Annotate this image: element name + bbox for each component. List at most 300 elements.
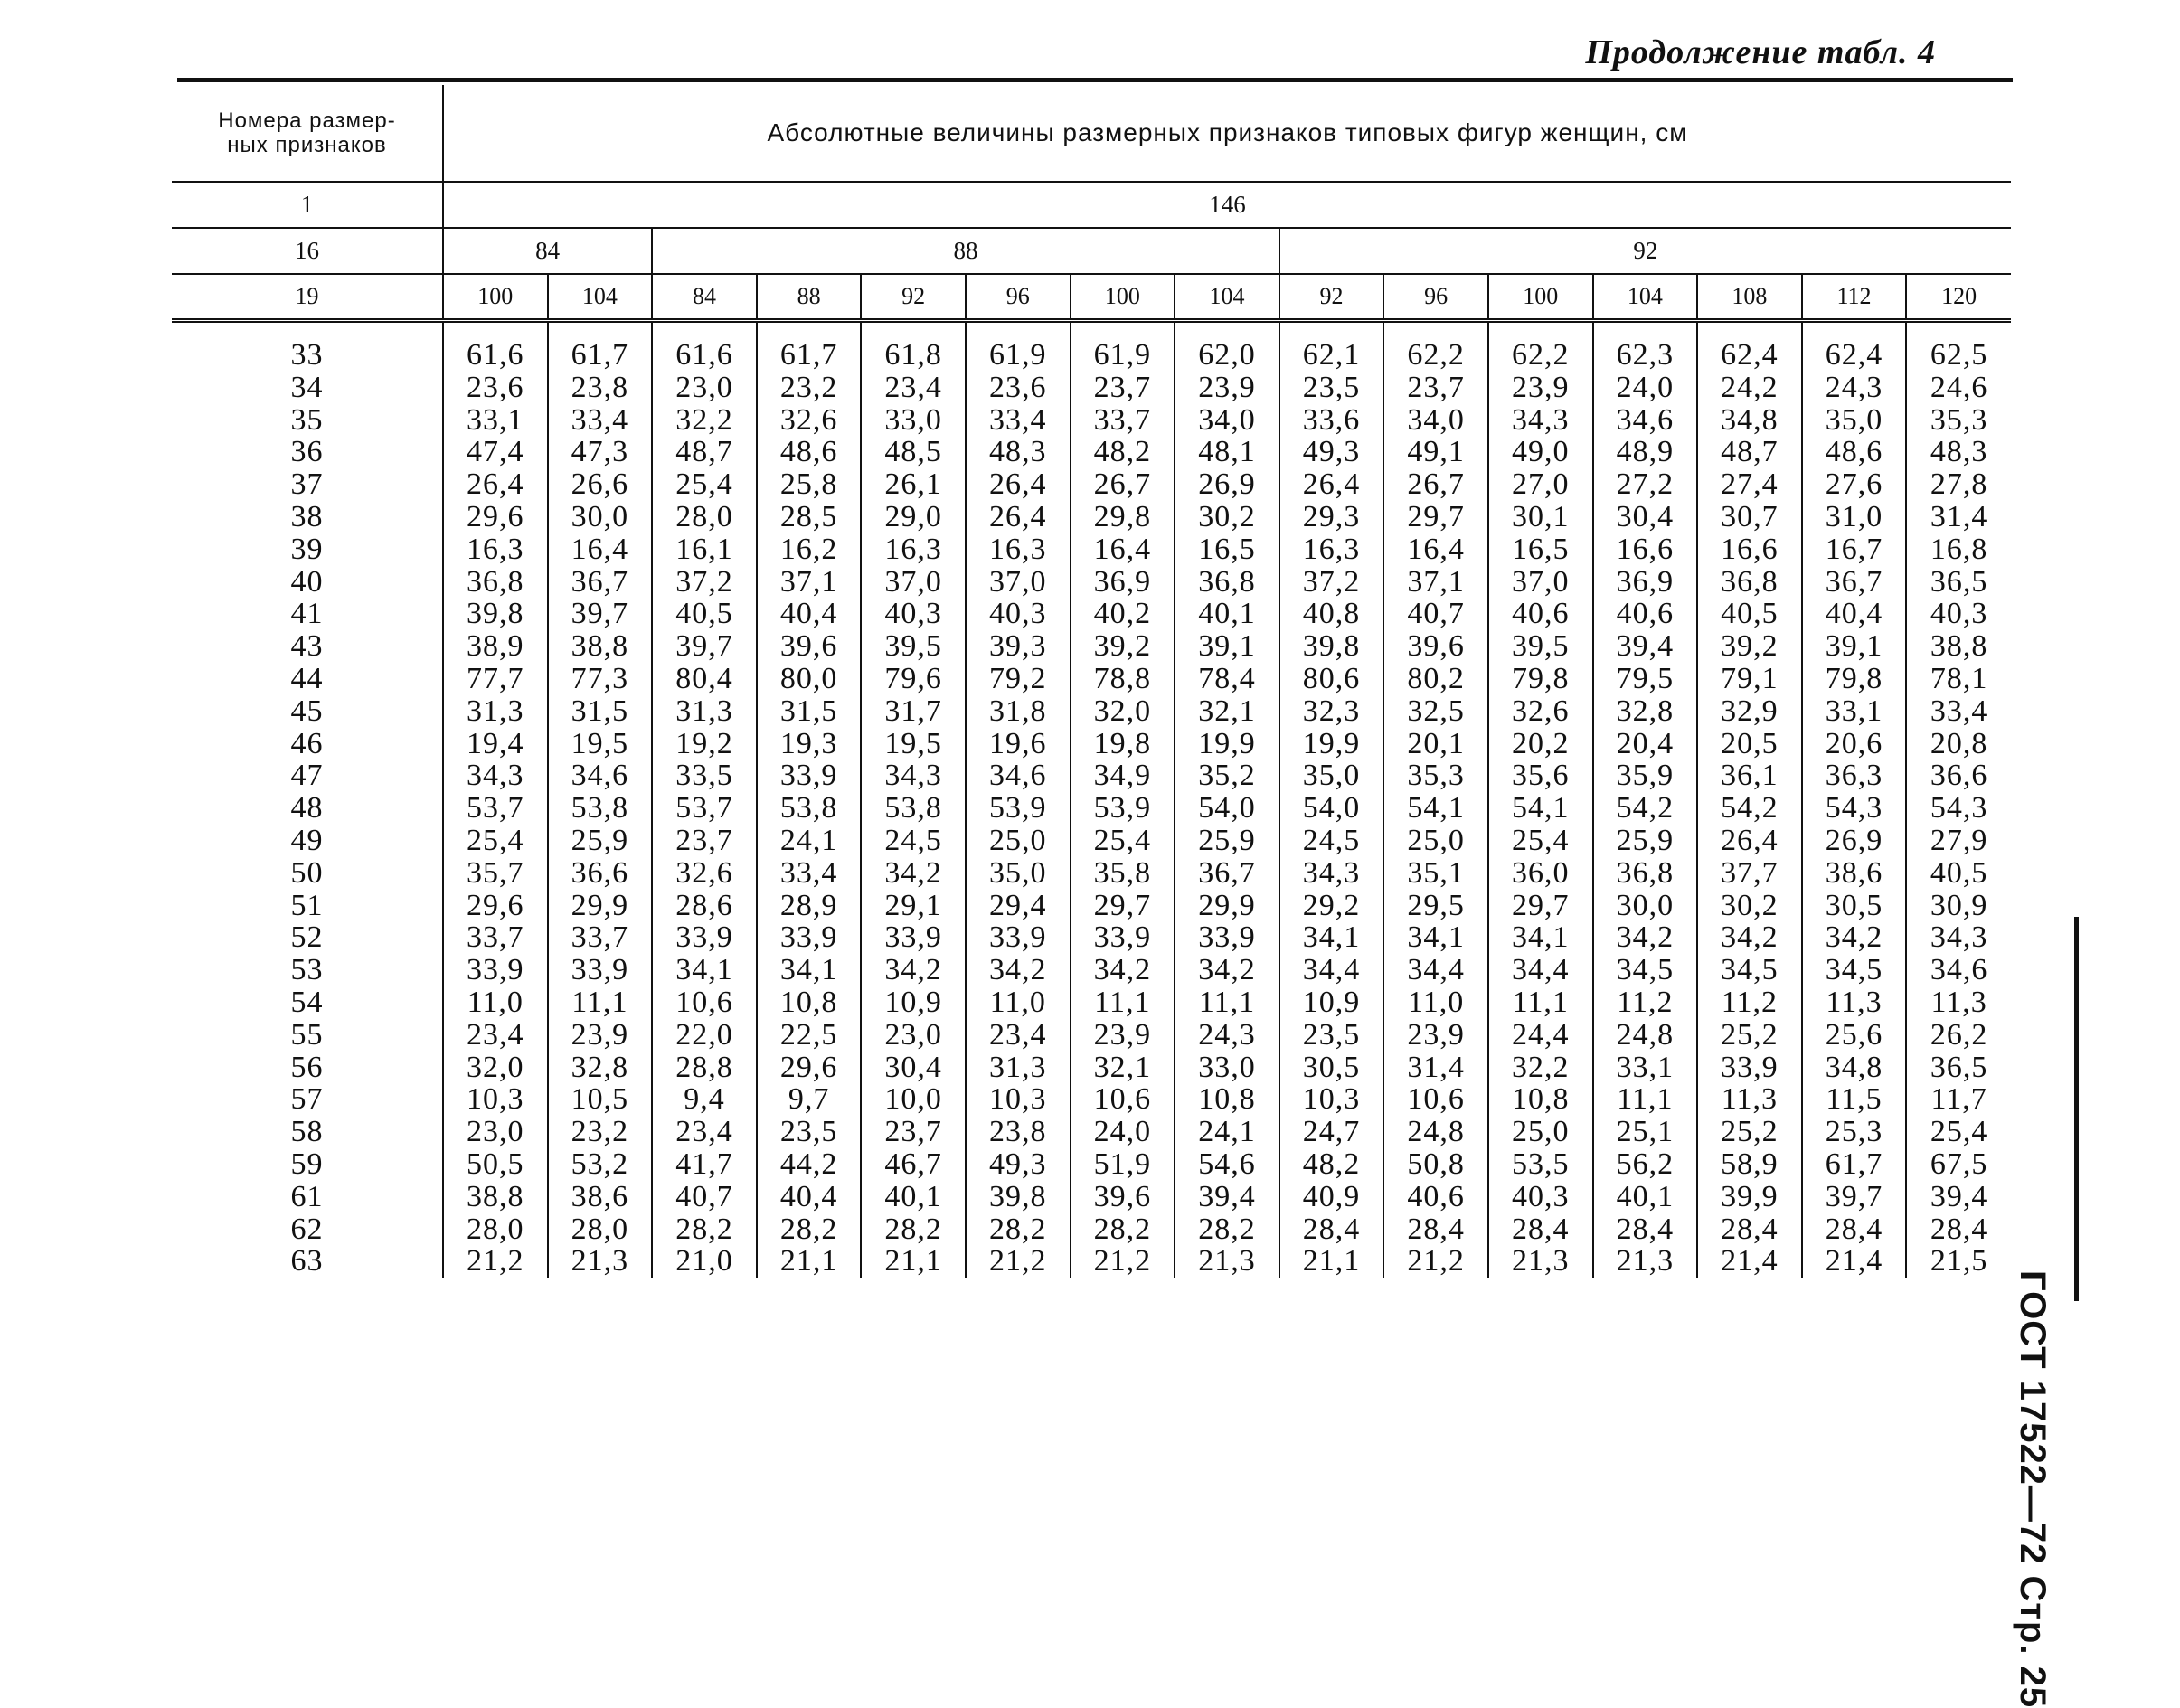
table-cell: 24,5	[861, 825, 966, 857]
table-cell: 33,9	[861, 921, 966, 954]
table-cell: 35,7	[443, 857, 548, 890]
table-cell: 9,4	[652, 1083, 757, 1116]
table-cell: 62,3	[1593, 321, 1698, 372]
table-cell: 33,5	[652, 760, 757, 792]
table-cell: 78,4	[1175, 663, 1279, 695]
table-cell: 40,8	[1279, 598, 1384, 630]
table-cell: 25,0	[1383, 825, 1488, 857]
table-cell: 80,6	[1279, 663, 1384, 695]
table-cell: 28,9	[757, 890, 862, 922]
gost-page-reference: ГОСТ 17522—72 Стр. 25	[2013, 1270, 2053, 1708]
table-cell: 32,1	[1175, 695, 1279, 728]
table-cell: 11,1	[1175, 986, 1279, 1019]
table-cell: 19,5	[548, 728, 653, 760]
table-cell: 23,9	[1175, 372, 1279, 404]
table-cell: 11,3	[1930, 985, 1987, 1019]
table-cell: 80,4	[652, 663, 757, 695]
table-cell: 23,4	[652, 1116, 757, 1148]
table-cell: 28,4	[1930, 1212, 1988, 1246]
table-cell: 10,8	[757, 986, 862, 1019]
table-cell: 30,4	[1593, 501, 1698, 533]
table-cell: 33,9	[652, 921, 757, 954]
table-cell: 28,2	[861, 1213, 966, 1246]
table-cell: 50,5	[443, 1148, 548, 1181]
table-cell: 23,9	[548, 1019, 653, 1052]
table-cell: 16,4	[548, 533, 653, 566]
table-cell: 34,8	[1697, 404, 1802, 437]
table-row	[172, 921, 2011, 954]
table-cell: 28,4	[1593, 1213, 1698, 1246]
table-cell: 40,6	[1593, 598, 1698, 630]
table-cell: 16,4	[1071, 533, 1175, 566]
table-cell: 29,4	[966, 890, 1071, 922]
table-cell: 24,8	[1383, 1116, 1488, 1148]
table-cell: 29,7	[1488, 890, 1593, 922]
table-cell: 33,1	[1593, 1052, 1698, 1084]
table-row	[172, 1083, 2011, 1116]
table-cell: 19,8	[1071, 728, 1175, 760]
feature-number: 38	[172, 501, 443, 533]
table-cell: 38,8	[1930, 629, 1988, 664]
table-cell: 33,7	[548, 921, 653, 954]
table-cell: 28,0	[443, 1213, 548, 1246]
table-cell: 23,9	[1071, 1019, 1175, 1052]
table-cell: 28,4	[1488, 1213, 1593, 1246]
size-header: 104	[1593, 274, 1698, 321]
feature-number: 57	[172, 1083, 443, 1116]
feature-number: 56	[172, 1052, 443, 1084]
feature-number: 55	[172, 1019, 443, 1052]
table-cell: 34,1	[757, 954, 862, 986]
table-cell: 10,8	[1175, 1083, 1279, 1116]
table-cell: 48,6	[1802, 436, 1907, 468]
table-cell: 25,9	[1175, 825, 1279, 857]
table-cell: 36,8	[1697, 566, 1802, 599]
table-cell: 16,5	[1488, 533, 1593, 566]
table-cell: 36,7	[1802, 566, 1907, 599]
table-cell: 79,2	[966, 663, 1071, 695]
feature-number: 33	[172, 321, 443, 372]
table-cell: 11,3	[1802, 986, 1907, 1019]
table-row	[172, 857, 2011, 890]
table-cell: 11,7	[1930, 1082, 1987, 1117]
table-cell: 23,9	[1383, 1019, 1488, 1052]
table-row	[172, 321, 2011, 372]
table-cell: 39,8	[443, 598, 548, 630]
table-cell: 35,0	[966, 857, 1071, 890]
table-cell: 34,5	[1802, 954, 1907, 986]
table-cell: 40,3	[1930, 597, 1988, 631]
table-cell: 39,7	[652, 630, 757, 663]
table-cell: 21,2	[443, 1245, 548, 1278]
table-cell: 48,3	[966, 436, 1071, 468]
table-cell: 27,0	[1488, 468, 1593, 501]
table-cell: 16,3	[1279, 533, 1384, 566]
table-cell: 24,6	[1930, 370, 1988, 404]
table-cell: 36,9	[1071, 566, 1175, 599]
table-cell: 32,3	[1279, 695, 1384, 728]
table-cell: 23,4	[443, 1019, 548, 1052]
table-cell: 34,2	[861, 857, 966, 890]
table-row	[172, 1148, 2011, 1181]
table-cell: 34,3	[1488, 404, 1593, 437]
table-cell: 36,1	[1697, 760, 1802, 792]
table-row	[172, 468, 2011, 501]
table-cell: 33,4	[1930, 694, 1988, 728]
table-cell: 34,6	[1593, 404, 1698, 437]
table-cell: 25,4	[443, 825, 548, 857]
table-cell: 20,8	[1930, 726, 1988, 760]
table-cell: 27,9	[1930, 823, 1988, 857]
table-cell: 28,4	[1802, 1213, 1907, 1246]
table-cell: 33,0	[861, 404, 966, 437]
table-cell: 48,1	[1175, 436, 1279, 468]
size-header: 100	[1488, 274, 1593, 321]
feature-number: 47	[172, 760, 443, 792]
table-cell: 47,3	[548, 436, 653, 468]
feature-number: 40	[172, 566, 443, 599]
table-cell: 31,4	[1383, 1052, 1488, 1084]
table-cell: 40,3	[1488, 1181, 1593, 1213]
table-cell: 34,5	[1697, 954, 1802, 986]
table-cell: 26,7	[1071, 468, 1175, 501]
table-cell: 35,3	[1383, 760, 1488, 792]
table-cell: 49,3	[966, 1148, 1071, 1181]
table-cell: 79,8	[1802, 663, 1907, 695]
table-cell: 62,0	[1175, 321, 1279, 372]
table-cell: 39,4	[1593, 630, 1698, 663]
table-cell: 39,4	[1930, 1179, 1988, 1213]
table-cell: 32,1	[1071, 1052, 1175, 1084]
table-cell: 30,4	[861, 1052, 966, 1084]
table-cell: 26,4	[443, 468, 548, 501]
table-cell: 36,7	[1175, 857, 1279, 890]
table-cell: 23,6	[443, 372, 548, 404]
group-88: 88	[652, 228, 1279, 274]
table-cell: 33,4	[966, 404, 1071, 437]
table-cell: 16,6	[1593, 533, 1698, 566]
table-cell: 10,0	[861, 1083, 966, 1116]
table-cell: 11,0	[1383, 986, 1488, 1019]
table-cell: 78,1	[1930, 661, 1988, 695]
table-cell: 36,5	[1930, 564, 1988, 599]
table-cell: 38,8	[548, 630, 653, 663]
size-header: 92	[861, 274, 966, 321]
table-cell: 36,6	[1930, 759, 1988, 793]
table-cell: 21,2	[1071, 1245, 1175, 1278]
table-cell: 40,4	[1802, 598, 1907, 630]
table-cell: 34,2	[1593, 921, 1698, 954]
table-cell: 61,6	[652, 321, 757, 372]
table-cell: 20,6	[1802, 728, 1907, 760]
table-cell: 49,1	[1383, 436, 1488, 468]
table-cell: 24,1	[757, 825, 862, 857]
size-header: 96	[1383, 274, 1488, 321]
table-row	[172, 501, 2011, 533]
table-cell: 25,6	[1802, 1019, 1907, 1052]
table-cell: 26,6	[548, 468, 653, 501]
table-cell: 19,5	[861, 728, 966, 760]
table-cell: 37,1	[757, 566, 862, 599]
table-cell: 21,1	[1279, 1245, 1384, 1278]
table-cell: 11,2	[1593, 986, 1698, 1019]
table-cell: 33,9	[1071, 921, 1175, 954]
table-row	[172, 695, 2011, 728]
table-cell: 21,3	[1175, 1245, 1279, 1278]
table-cell: 10,5	[548, 1083, 653, 1116]
feature-number: 58	[172, 1116, 443, 1148]
table-cell: 39,8	[966, 1181, 1071, 1213]
table-cell: 33,0	[1175, 1052, 1279, 1084]
table-cell: 40,1	[1175, 598, 1279, 630]
size-header: 120	[1906, 274, 2011, 321]
table-cell: 49,3	[1279, 436, 1384, 468]
table-cell: 30,2	[1697, 890, 1802, 922]
table-cell: 40,4	[757, 598, 862, 630]
table-cell: 80,0	[757, 663, 862, 695]
table-cell: 53,8	[548, 792, 653, 825]
table-cell: 54,0	[1279, 792, 1384, 825]
table-cell: 24,4	[1488, 1019, 1593, 1052]
table-cell: 44,2	[757, 1148, 862, 1181]
row-label-1: 1	[172, 182, 443, 228]
size-header: 104	[548, 274, 653, 321]
table-cell: 26,7	[1383, 468, 1488, 501]
table-cell: 25,4	[1930, 1115, 1988, 1149]
feature-number: 50	[172, 857, 443, 890]
table-cell: 37,7	[1697, 857, 1802, 890]
table-cell: 25,9	[548, 825, 653, 857]
table-cell: 16,3	[443, 533, 548, 566]
table-cell: 35,8	[1071, 857, 1175, 890]
table-cell: 33,7	[1071, 404, 1175, 437]
table-cell: 39,6	[757, 630, 862, 663]
table-cell: 53,9	[1071, 792, 1175, 825]
top-rule	[177, 78, 2013, 82]
table-cell: 16,7	[1802, 533, 1907, 566]
table-cell: 10,8	[1488, 1083, 1593, 1116]
table-cell: 39,5	[861, 630, 966, 663]
table-cell: 27,6	[1802, 468, 1907, 501]
table-cell: 16,2	[757, 533, 862, 566]
table-cell: 31,5	[757, 695, 862, 728]
table-cell: 39,2	[1071, 630, 1175, 663]
table-cell: 54,3	[1802, 792, 1907, 825]
table-cell: 25,4	[1071, 825, 1175, 857]
table-cell: 48,5	[861, 436, 966, 468]
table-cell: 28,4	[1279, 1213, 1384, 1246]
table-cell: 33,1	[443, 404, 548, 437]
table-row	[172, 663, 2011, 695]
table-cell: 23,7	[861, 1116, 966, 1148]
table-cell: 51,9	[1071, 1148, 1175, 1181]
table-cell: 32,0	[443, 1052, 548, 1084]
group-92: 92	[1279, 228, 2011, 274]
table-cell: 19,4	[443, 728, 548, 760]
table-cell: 46,7	[861, 1148, 966, 1181]
table-cell: 33,9	[443, 954, 548, 986]
table-cell: 25,4	[1488, 825, 1593, 857]
table-cell: 23,2	[548, 1116, 653, 1148]
table-cell: 16,6	[1697, 533, 1802, 566]
table-cell: 40,2	[1071, 598, 1175, 630]
side-rule	[2074, 917, 2079, 1301]
table-cell: 26,1	[861, 468, 966, 501]
table-cell: 25,3	[1802, 1116, 1907, 1148]
table-cell: 38,8	[443, 1181, 548, 1213]
table-cell: 29,6	[443, 501, 548, 533]
table-cell: 54,2	[1593, 792, 1698, 825]
table-cell: 53,9	[966, 792, 1071, 825]
table-cell: 32,0	[1071, 695, 1175, 728]
table-cell: 19,6	[966, 728, 1071, 760]
table-cell: 26,4	[966, 501, 1071, 533]
table-cell: 21,4	[1697, 1245, 1802, 1278]
table-cell: 36,8	[443, 566, 548, 599]
table-cell: 53,8	[757, 792, 862, 825]
table-cell: 79,1	[1697, 663, 1802, 695]
table-cell: 36,5	[1930, 1050, 1988, 1084]
table-cell: 31,8	[966, 695, 1071, 728]
table-cell: 27,4	[1697, 468, 1802, 501]
table-cell: 9,7	[757, 1083, 862, 1116]
table-cell: 21,3	[548, 1245, 653, 1278]
table-cell: 23,8	[548, 372, 653, 404]
table-cell: 36,8	[1175, 566, 1279, 599]
table-cell: 34,5	[1593, 954, 1698, 986]
table-cell: 16,8	[1930, 532, 1988, 566]
table-cell: 30,7	[1697, 501, 1802, 533]
table-cell: 34,6	[548, 760, 653, 792]
feature-number: 36	[172, 436, 443, 468]
table-cell: 40,1	[861, 1181, 966, 1213]
table-cell: 40,5	[652, 598, 757, 630]
table-cell: 36,8	[1593, 857, 1698, 890]
table-cell: 28,0	[548, 1213, 653, 1246]
table-row	[172, 566, 2011, 599]
table-cell: 41,7	[652, 1148, 757, 1181]
size-header: 88	[757, 274, 862, 321]
table-cell: 34,4	[1383, 954, 1488, 986]
table-cell: 33,4	[548, 404, 653, 437]
table-cell: 16,5	[1175, 533, 1279, 566]
table-cell: 40,6	[1488, 598, 1593, 630]
table-row	[172, 598, 2011, 630]
table-cell: 25,8	[757, 468, 862, 501]
table-cell: 47,4	[443, 436, 548, 468]
table-cell: 39,8	[1279, 630, 1384, 663]
table-cell: 31,0	[1802, 501, 1907, 533]
table-cell: 20,2	[1488, 728, 1593, 760]
table-cell: 62,4	[1697, 321, 1802, 372]
table-cell: 10,3	[443, 1083, 548, 1116]
table-cell: 11,1	[1071, 986, 1175, 1019]
table-cell: 19,3	[757, 728, 862, 760]
table-cell: 30,5	[1802, 890, 1907, 922]
table-cell: 40,7	[652, 1181, 757, 1213]
table-cell: 54,1	[1488, 792, 1593, 825]
table-cell: 10,3	[966, 1083, 1071, 1116]
table-cell: 40,4	[757, 1181, 862, 1213]
table-cell: 29,3	[1279, 501, 1384, 533]
table-cell: 39,3	[966, 630, 1071, 663]
table-cell: 21,2	[1383, 1245, 1488, 1278]
table-cell: 34,1	[1383, 921, 1488, 954]
table-row	[172, 986, 2011, 1019]
table-cell: 28,0	[652, 501, 757, 533]
table-cell: 28,6	[652, 890, 757, 922]
table-cell: 10,9	[1279, 986, 1384, 1019]
table-cell: 36,3	[1802, 760, 1907, 792]
table-cell: 40,6	[1383, 1181, 1488, 1213]
table-cell: 32,2	[1488, 1052, 1593, 1084]
table-cell: 35,6	[1488, 760, 1593, 792]
table-cell: 31,4	[1930, 499, 1988, 533]
table-cell: 35,3	[1930, 402, 1988, 437]
table-row	[172, 1052, 2011, 1084]
group-84: 84	[443, 228, 652, 274]
table-cell: 34,1	[1279, 921, 1384, 954]
table-cell: 23,2	[757, 372, 862, 404]
table-cell: 20,5	[1697, 728, 1802, 760]
table-cell: 21,1	[757, 1245, 862, 1278]
table-cell: 35,0	[1802, 404, 1907, 437]
table-cell: 37,2	[1279, 566, 1384, 599]
label-column-header	[172, 85, 443, 182]
table-cell: 30,0	[1593, 890, 1698, 922]
table-cell: 34,0	[1383, 404, 1488, 437]
table-cell: 21,5	[1930, 1244, 1988, 1279]
table-cell: 28,4	[1697, 1213, 1802, 1246]
table-cell: 33,9	[757, 921, 862, 954]
table-cell: 23,5	[757, 1116, 862, 1148]
size-header: 96	[966, 274, 1071, 321]
table-row	[172, 760, 2011, 792]
table-cell: 25,9	[1593, 825, 1698, 857]
table-cell: 23,8	[966, 1116, 1071, 1148]
size-header: 112	[1802, 274, 1907, 321]
table-cell: 62,4	[1802, 321, 1907, 372]
table-cell: 29,9	[1175, 890, 1279, 922]
table-cell: 34,8	[1802, 1052, 1907, 1084]
table-cell: 23,7	[1383, 372, 1488, 404]
table-cell: 21,1	[861, 1245, 966, 1278]
table-cell: 23,5	[1279, 372, 1384, 404]
table-cell: 21,4	[1802, 1245, 1907, 1278]
table-cell: 32,8	[1593, 695, 1698, 728]
table-row	[172, 792, 2011, 825]
table-cell: 31,3	[652, 695, 757, 728]
table-cell: 32,6	[757, 404, 862, 437]
table-cell: 20,1	[1383, 728, 1488, 760]
table-cell: 23,0	[652, 372, 757, 404]
table-cell: 34,2	[861, 954, 966, 986]
table-cell: 34,3	[861, 760, 966, 792]
table-cell: 28,5	[757, 501, 862, 533]
table-cell: 39,5	[1488, 630, 1593, 663]
table-cell: 23,6	[966, 372, 1071, 404]
table-cell: 11,1	[1488, 986, 1593, 1019]
feature-number: 45	[172, 695, 443, 728]
feature-number: 49	[172, 825, 443, 857]
table-cell: 37,0	[966, 566, 1071, 599]
table-cell: 37,2	[652, 566, 757, 599]
row-label-16: 16	[172, 228, 443, 274]
table-cell: 25,1	[1593, 1116, 1698, 1148]
row-label-19: 19	[172, 274, 443, 321]
table-cell: 35,9	[1593, 760, 1698, 792]
table-cell: 79,8	[1488, 663, 1593, 695]
